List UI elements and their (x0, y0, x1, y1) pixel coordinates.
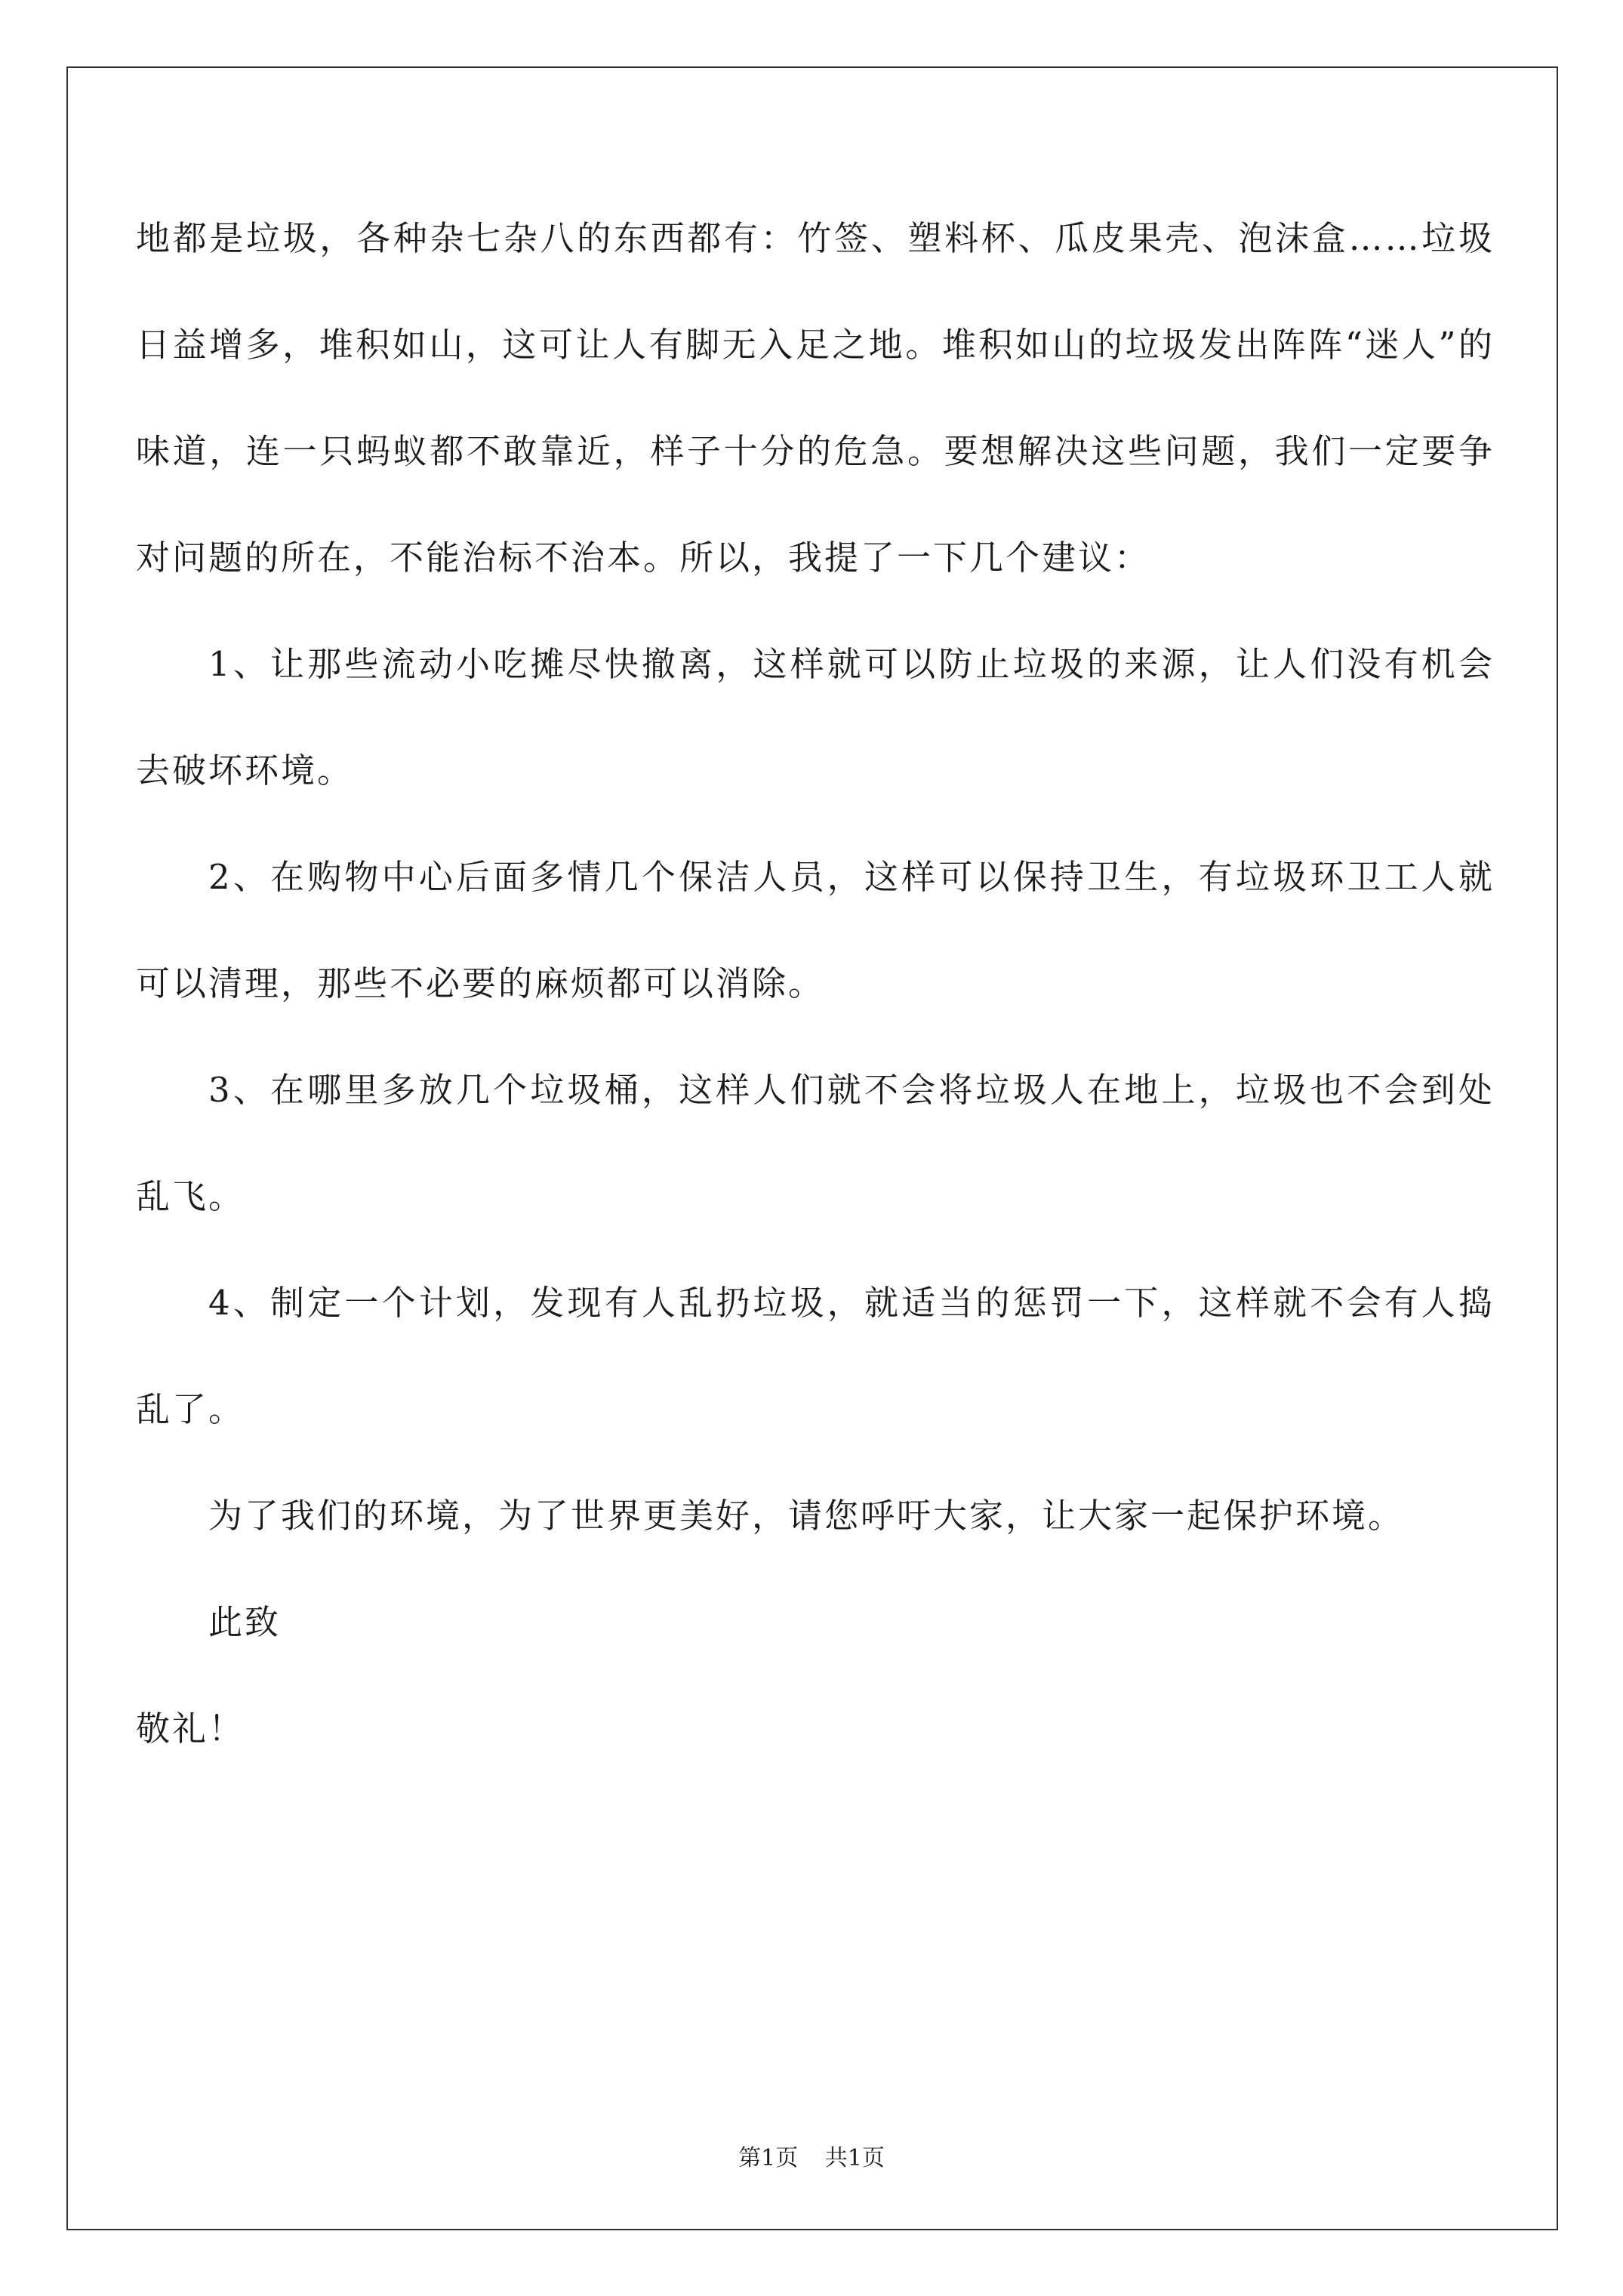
page-number-total: 共1页 (824, 2145, 885, 2171)
suggestion-3: 3、在哪里多放几个垃圾桶，这样人们就不会将垃圾人在地上，垃圾也不会到处乱飞。 (136, 1070, 1495, 1216)
page-footer (0, 2143, 1623, 2174)
appeal-paragraph: 为了我们的环境，为了世界更美好，请您呼吁大家，让大家一起保护环境。 (208, 1496, 1405, 1536)
letter-body (136, 185, 1495, 1997)
paragraph: 地都是垃圾，各种杂七杂八的东西都有：竹签、塑料杯、瓜皮果壳、泡沫盒……垃圾日益增多，堆积如山，这可让人有脚无入足之地。堆积如山的垃圾发出阵阵“迷人”的味道，连一只蚂蚁都不敢靠近，样子十分的危急。要想解决这些问题，我们一定要争对问题的所在，不能治标不治本。所以，我提了一下几个建议： (136, 218, 1495, 578)
suggestion-1: 1、让那些流动小吃摊尽快撤离，这样就可以防止垃圾的来源，让人们没有机会去破坏环境。 (136, 644, 1495, 791)
suggestion-2: 2、在购物中心后面多情几个保洁人员，这样可以保持卫生，有垃圾环卫工人就可以清理，那些不必要的麻烦都可以消除。 (136, 857, 1495, 1003)
page-number-current: 第1页 (738, 2145, 799, 2171)
closing-signoff: 此致 (208, 1602, 282, 1642)
closing-regards: 敬礼！ (136, 1709, 245, 1749)
suggestion-4: 4、制定一个计划，发现有人乱扔垃圾，就适当的惩罚一下，这样就不会有人捣乱了。 (136, 1283, 1495, 1429)
